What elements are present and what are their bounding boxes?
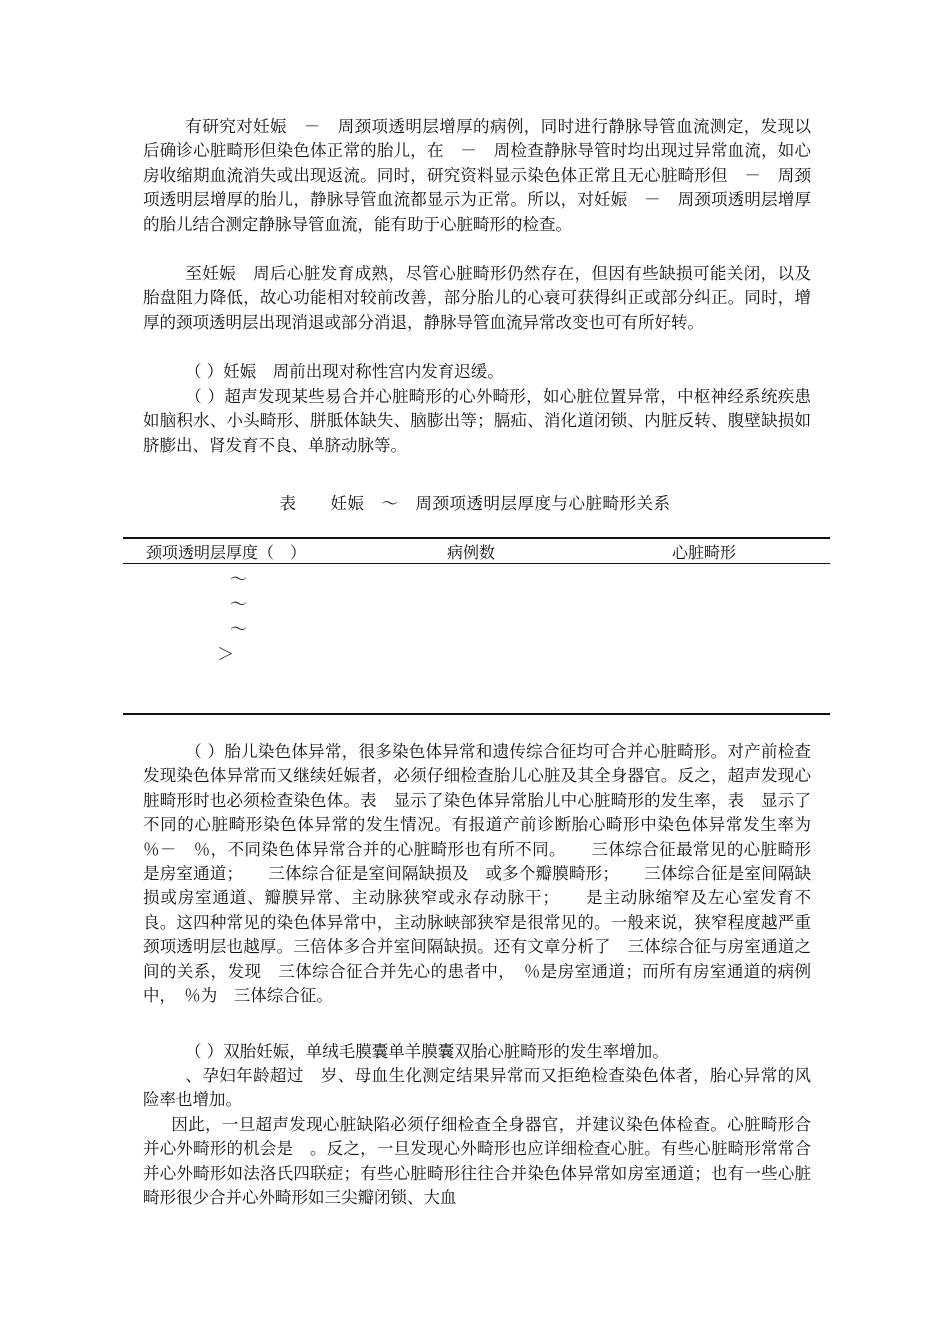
paragraph-extracardiac-anomalies: （ ）超声发现某些易合并心脏畸形的心外畸形，如心脏位置异常，中枢神经系统疾患如脑积水、小头畸形、胼胝体缺失、脑膨出等；膈疝、消化道闭锁、内脏反转、腹壁缺损如脐膨出、肾发育不良、单脐动脉等。 (143, 387, 811, 455)
table-header-case-count: 病例数 (447, 545, 496, 562)
paragraph-conclusion: 因此，一旦超声发现心脏缺陷必须仔细检查全身器官，并建议染色体检查。心脏畸形合并心外畸形的机会是 。反之，一旦发现心外畸形也应详细检查心脏。有些心脏畸形常常合并心外畸形如法洛氏四联症；有些心脏畸形往往合并染色体异常如房室通道；也有一些心脏畸形很少合并心外畸形如三尖瓣闭锁、大血 (143, 1115, 811, 1208)
table-row-range: ＞ (217, 645, 234, 665)
paragraph-maternal-age: 、孕妇年龄超过 岁、母血生化测定结果异常而又拒绝检查染色体者，胎心异常的风险率也增加。 (143, 1066, 811, 1110)
table-caption: 表 妊娠 ～ 周颈项透明层厚度与心脏畸形关系 (279, 494, 671, 513)
paragraph-twin-pregnancy: （ ）双胎妊娠，单绒毛膜囊单羊膜囊双胎心脏畸形的发生率增加。 (185, 1042, 669, 1061)
paragraph-heart-maturation: 至妊娠 周后心脏发育成熟，尽管心脏畸形仍然存在，但因有些缺损可能关闭，以及胎盘阻力降低，故心功能相对较前改善，部分胎儿的心衰可获得纠正或部分纠正。同时，增厚的颈项透明层出现消退或部分消退，静脉导管血流异常改变也可有所好转。 (143, 264, 811, 332)
table-header-heart-defect: 心脏畸形 (672, 545, 737, 562)
table-top-rule (123, 537, 830, 539)
paragraph-growth-restriction: （ ）妊娠 周前出现对称性宫内发育迟缓。 (185, 362, 504, 381)
table-row-range: ～ (230, 570, 247, 590)
paragraph-chromosome-abnormality: （ ）胎儿染色体异常，很多染色体异常和遗传综合征均可合并心脏畸形。对产前检查发现染色体异常而又继续妊娠者，必须仔细检查胎儿心脏及其全身器官。反之，超声发现心脏畸形时也必须检查染色体。表 显示了染色体异常胎儿中心脏畸形的发生率，表 显示了不同的心脏畸形染色体异常的发生情况。有报道产前诊断胎心畸形中染色体异常发生率为 ％－ ％，不同染色体异常合并的心脏畸形也有所不同。 三体综合征最常见的心脏畸形是房室通道； 三体综合征是室间隔缺损及 或多个瓣膜畸形； 三体综合征是室间隔缺损或房室通道、瓣膜异常、主动脉狭窄或永存动脉干； 是主动脉缩窄及左心室发育不良。这四种常见的染色体异常中，主动脉峡部狭窄是很常见的。一般来说，狭窄程度越严重颈项透明层也越厚。三倍体多合并室间隔缺损。还有文章分析了 三体综合征与房室通道之间的关系，发现 三体综合征合并先心的患者中， ％是房室通道；而所有房室通道的病例中， ％为 三体综合征。 (143, 742, 828, 1006)
table-row-range: ～ (230, 595, 247, 615)
table-row-range: ～ (230, 620, 247, 640)
table-header-rule (123, 563, 830, 564)
paragraph-ductus-venosus: 有研究对妊娠 － 周颈项透明层增厚的病例，同时进行静脉导管血流测定，发现以后确诊心脏畸形但染色体正常的胎儿，在 － 周检查静脉导管时均出现过异常血流，如心房收缩期血流消失或出现返流。同时，研究资料显示染色体正常且无心脏畸形但 － 周颈项透明层增厚的胎儿，静脉导管血流都显示为正常。所以，对妊娠 － 周颈项透明层增厚的胎儿结合测定静脉导管血流，能有助于心脏畸形的检查。 (143, 117, 811, 234)
table-bottom-rule (123, 713, 830, 715)
table-header-nt-thickness: 颈项透明层厚度（ ） (146, 545, 307, 562)
